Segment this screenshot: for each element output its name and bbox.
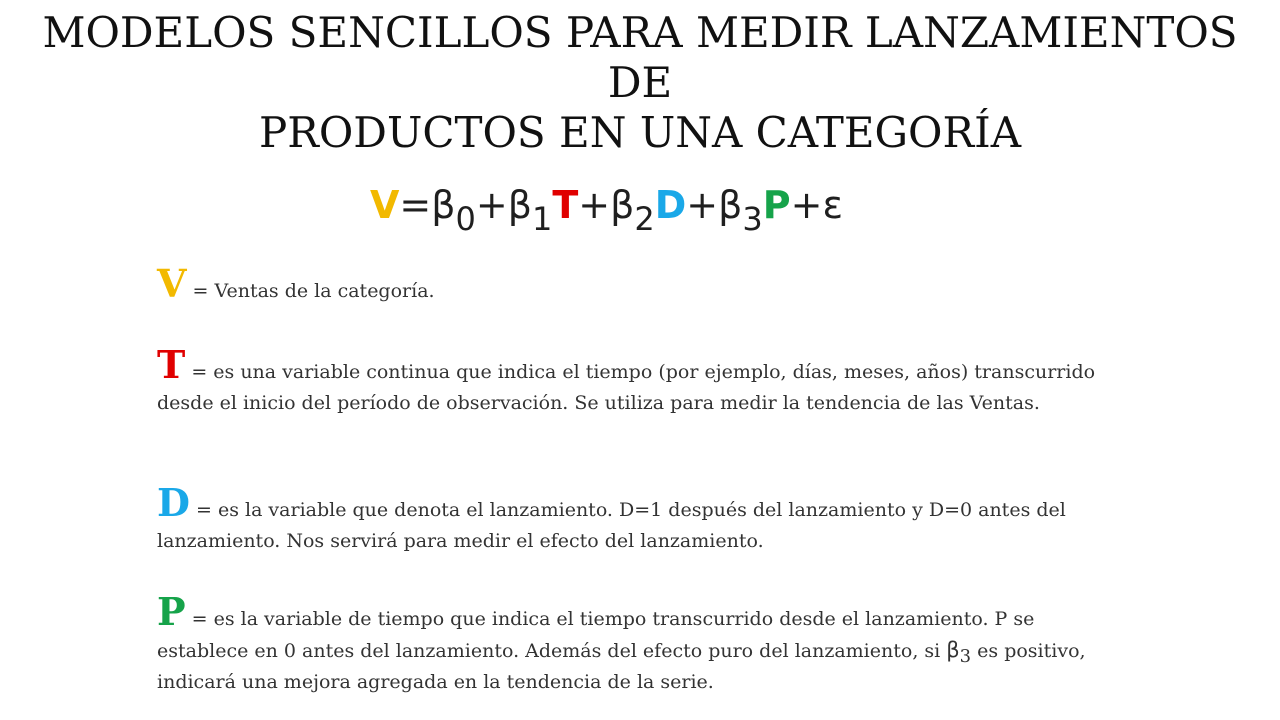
formula-plus-1: + (475, 183, 508, 227)
formula-epsilon: ε (822, 183, 844, 227)
formula-plus-3: + (686, 183, 719, 227)
formula-beta-3: β (718, 183, 743, 227)
formula-v: V (370, 183, 400, 227)
definition-v (157, 261, 1117, 307)
formula-p: P (762, 183, 791, 227)
definition-p-letter: P (157, 589, 186, 634)
definition-p-text-after: es positivo, indicará una mejora agregada en la tendencia de la serie. (157, 640, 1086, 693)
formula-plus-2: + (578, 183, 611, 227)
definition-p-text-before: = es la variable de tiempo que indica el tiempo transcurrido desde el lanzamiento. P se establece en 0 antes del lanzamiento. Además del efecto puro del lanzamiento, si (157, 608, 1035, 662)
formula-beta-1: β (507, 183, 532, 227)
title-line-2: PRODUCTOS EN UNA CATEGORÍA (258, 108, 1022, 157)
definition-d (157, 480, 1117, 557)
formula-sub-0: 0 (455, 200, 476, 238)
definition-t (157, 342, 1117, 419)
definition-p-beta: β (946, 638, 960, 662)
definition-p (157, 589, 1117, 698)
definition-v-text: = Ventas de la categoría. (186, 280, 435, 302)
regression-formula (370, 180, 844, 238)
definition-v-letter: V (157, 261, 187, 306)
definition-d-letter: D (157, 480, 190, 525)
definition-t-letter: T (157, 342, 186, 387)
formula-beta-0: β (431, 183, 456, 227)
definition-d-text: = es la variable que denota el lanzamiento. D=1 después del lanzamiento y D=0 antes del lanzamiento. Nos servirá para medir el efecto del lanzamiento. (157, 499, 1066, 552)
formula-equals: = (399, 183, 432, 227)
formula-t: T (552, 183, 579, 227)
formula-sub-1: 1 (532, 200, 553, 238)
formula-sub-2: 2 (634, 200, 655, 238)
definition-t-text: = es una variable continua que indica el tiempo (por ejemplo, días, meses, años) transcurrido desde el inicio del período de observación. Se utiliza para medir la tendencia de las Ventas. (157, 361, 1096, 414)
formula-beta-2: β (610, 183, 635, 227)
formula-d: D (654, 183, 687, 227)
definition-p-beta-sub: 3 (959, 646, 972, 667)
formula-plus-4: + (790, 183, 823, 227)
formula-sub-3: 3 (742, 200, 763, 238)
slide-title (20, 8, 1260, 158)
title-line-1: MODELOS SENCILLOS PARA MEDIR LANZAMIENTOS DE (42, 8, 1238, 107)
